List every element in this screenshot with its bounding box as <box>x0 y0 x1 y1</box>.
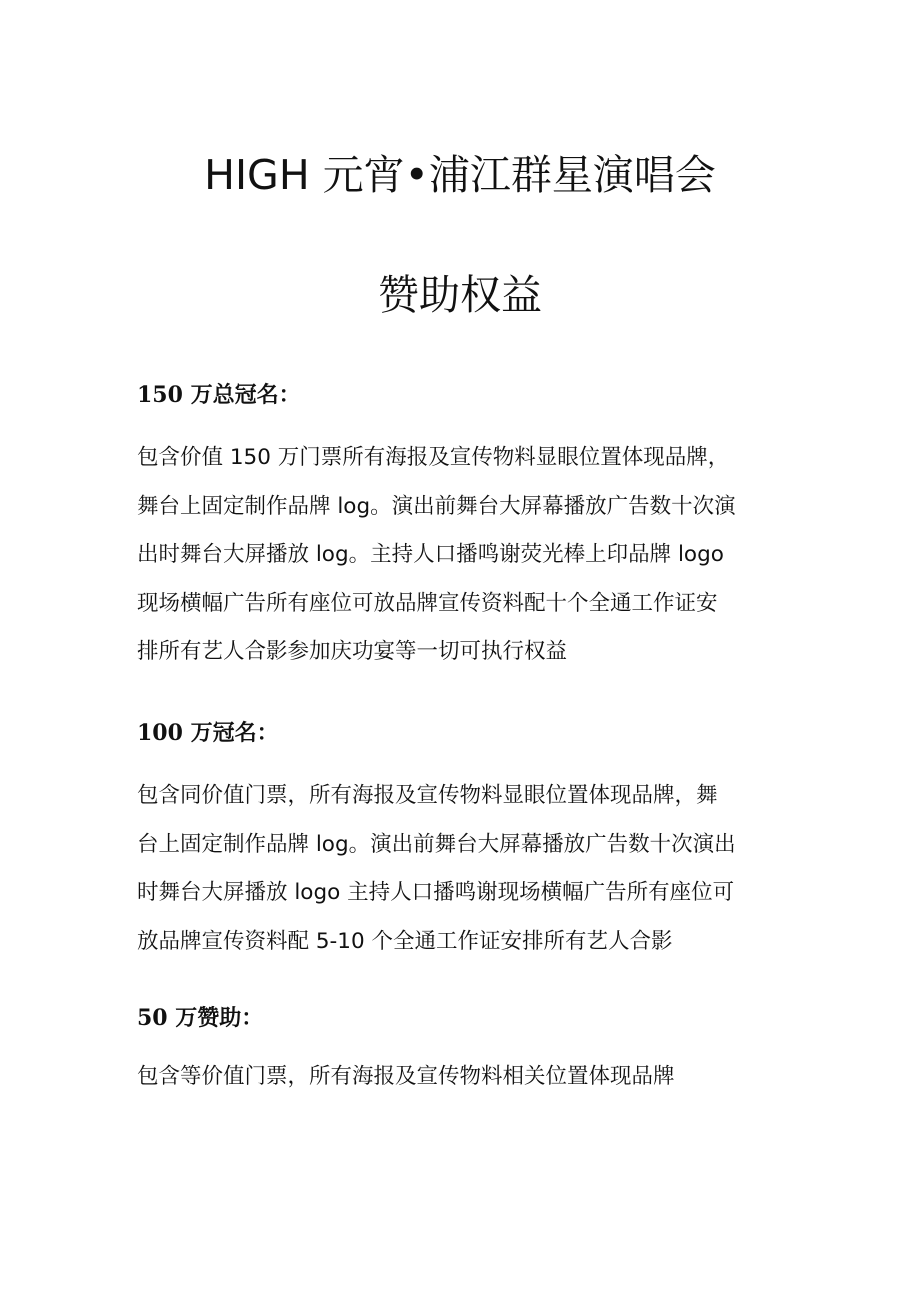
description-line: 出时舞台大屏播放 log。主持人口播鸣谢荧光棒上印品牌 logo <box>137 542 724 567</box>
tier-section-150 <box>137 384 787 677</box>
description-line: 包含同价值门票，所有海报及宣传物料显眼位置体现品牌，舞 <box>137 783 718 808</box>
description-line: 包含等价值门票，所有海报及宣传物料相关位置体现品牌 <box>137 1064 675 1089</box>
tier-heading: 100 万冠名： <box>137 720 279 746</box>
page-subtitle: 赞助权益 <box>378 271 542 319</box>
tier-section-50 <box>137 1007 787 1102</box>
description-line: 台上固定制作品牌 log。演出前舞台大屏幕播放广告数十次演出 <box>137 831 736 857</box>
tier-heading: 150 万总冠名： <box>137 382 301 408</box>
tier-description <box>137 1053 787 1102</box>
description-line: 现场横幅广告所有座位可放品牌宣传资料配十个全通工作证安 <box>137 590 718 616</box>
tier-description <box>137 772 787 966</box>
page-title: HIGH 元宵•浦江群星演唱会 <box>204 151 716 199</box>
description-line: 排所有艺人合影参加庆功宴等一切可执行权益 <box>137 639 568 664</box>
tier-section-100 <box>137 722 787 966</box>
description-line: 放品牌宣传资料配 5-10 个全通工作证安排所有艺人合影 <box>137 928 673 954</box>
description-line: 包含价值 150 万门票所有海报及宣传物料显眼位置体现品牌， <box>137 445 730 470</box>
tier-description <box>137 434 787 677</box>
description-line: 时舞台大屏播放 logo 主持人口播鸣谢现场横幅广告所有座位可 <box>137 880 735 905</box>
description-line: 舞台上固定制作品牌 log。演出前舞台大屏幕播放广告数十次演 <box>137 493 736 519</box>
tier-heading: 50 万赞助： <box>137 1005 264 1031</box>
